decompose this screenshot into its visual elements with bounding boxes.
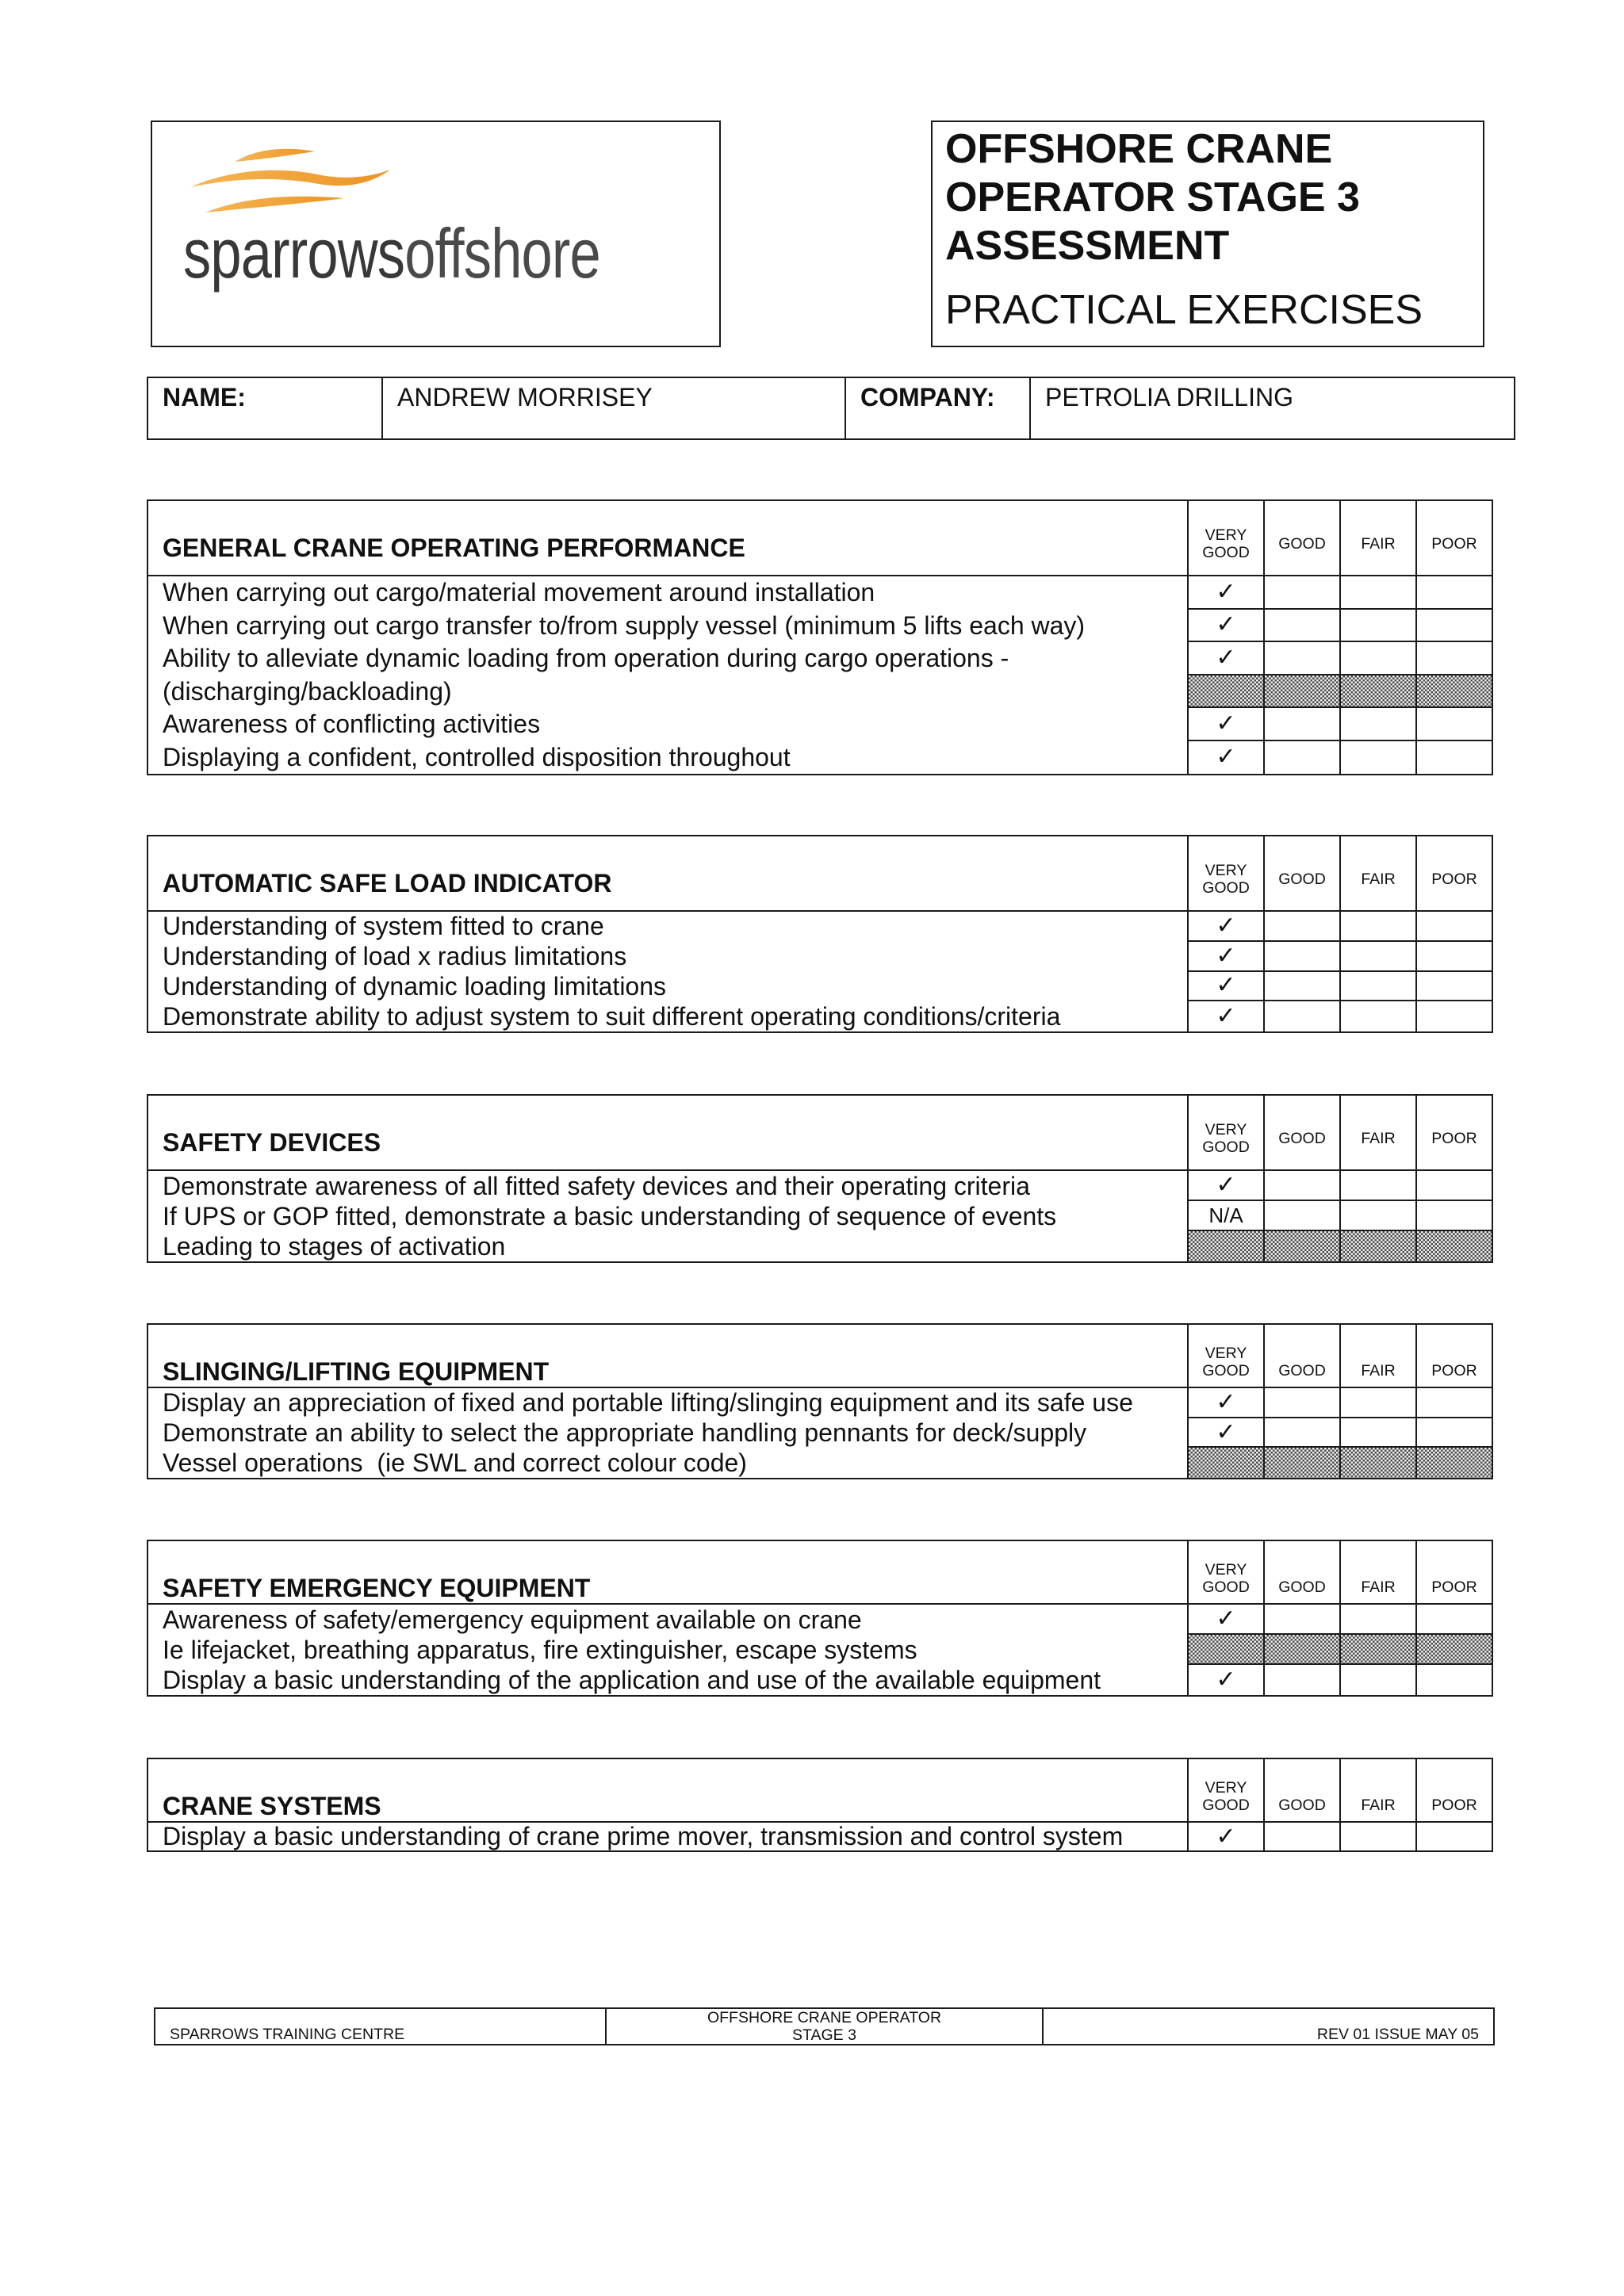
rating-very-good-cell — [1187, 642, 1263, 675]
rating-fair-cell — [1339, 1201, 1415, 1231]
rating-header-label: POOR — [1431, 1362, 1477, 1380]
rating-good-cell — [1263, 1448, 1339, 1478]
rating-header-label: GOOD — [1278, 870, 1326, 888]
criterion-text: Demonstrate awareness of all fitted safety devices and their operating criteria — [163, 1171, 1030, 1200]
rating-header-very-good — [1187, 501, 1263, 575]
rating-very-good-cell — [1187, 1171, 1263, 1201]
rating-header-label: VERY GOOD — [1202, 1561, 1250, 1596]
section-title: GENERAL CRANE OPERATING PERFORMANCE — [163, 534, 745, 562]
rating-header-label: GOOD — [1278, 1129, 1326, 1147]
criterion-text: Ability to alleviate dynamic loading from operation during cargo operations - — [163, 644, 1009, 673]
check-mark-icon: ✓ — [1216, 709, 1236, 737]
section-general-crane-operating-performance — [147, 499, 1493, 775]
criterion-row-shaded — [148, 675, 1492, 709]
criterion-row-shaded — [148, 1448, 1492, 1478]
rating-good-cell — [1263, 912, 1339, 942]
rating-header-very-good — [1187, 1759, 1263, 1821]
rating-header-label: POOR — [1431, 870, 1477, 888]
rating-poor-cell — [1415, 972, 1492, 1002]
rating-header-label: POOR — [1431, 534, 1477, 553]
criterion-row — [148, 1418, 1492, 1448]
rating-header-very-good — [1187, 1096, 1263, 1169]
rating-poor-cell — [1415, 1231, 1492, 1261]
check-mark-icon: ✓ — [1216, 643, 1236, 672]
rating-very-good-cell — [1187, 576, 1263, 610]
rating-fair-cell — [1339, 912, 1415, 942]
rating-very-good-cell — [1187, 1635, 1263, 1665]
rating-poor-cell — [1415, 942, 1492, 972]
criterion-row — [148, 1665, 1492, 1695]
criterion-row — [148, 708, 1492, 741]
rating-header-label: FAIR — [1361, 534, 1396, 553]
rating-very-good-cell — [1187, 912, 1263, 942]
criterion-row — [148, 1001, 1492, 1031]
rating-poor-cell — [1415, 1171, 1492, 1201]
document-title-box — [931, 121, 1484, 347]
criterion-row-shaded — [148, 1635, 1492, 1665]
rating-header-label: GOOD — [1278, 1797, 1326, 1814]
rating-good-cell — [1263, 675, 1339, 709]
logo-wave-top — [235, 149, 315, 162]
rating-header-poor — [1415, 1096, 1492, 1169]
criterion-text: Vessel operations (ie SWL and correct colour code) — [163, 1448, 747, 1477]
rating-poor-cell — [1415, 642, 1492, 675]
criterion-text: Understanding of system fitted to crane — [163, 912, 604, 941]
rating-header-fair — [1339, 836, 1415, 910]
rating-very-good-cell — [1187, 708, 1263, 741]
criterion-text: When carrying out cargo/material movement around installation — [163, 578, 875, 607]
footer-course-line-1: OFFSHORE CRANE OPERATOR — [707, 2009, 942, 2026]
rating-poor-cell — [1415, 1388, 1492, 1418]
rating-fair-cell — [1339, 942, 1415, 972]
section-header-row — [148, 1325, 1492, 1388]
rating-header-label: GOOD — [1278, 1578, 1326, 1596]
rating-fair-cell — [1339, 708, 1415, 741]
rating-header-label: GOOD — [1278, 1362, 1326, 1380]
rating-fair-cell — [1339, 576, 1415, 610]
rating-header-label: VERY GOOD — [1202, 1345, 1250, 1380]
rating-header-good — [1263, 1759, 1339, 1821]
rating-mark: N/A — [1208, 1203, 1243, 1227]
logo-word-sparrows: sparrows — [183, 214, 405, 293]
criterion-row — [148, 972, 1492, 1002]
company-label: COMPANY: — [845, 378, 1029, 438]
rating-very-good-cell — [1187, 942, 1263, 972]
rating-header-very-good — [1187, 836, 1263, 910]
rating-good-cell — [1263, 741, 1339, 775]
section-automatic-safe-load-indicator — [147, 835, 1493, 1033]
rating-very-good-cell — [1187, 972, 1263, 1002]
rating-very-good-cell — [1187, 1448, 1263, 1478]
criterion-text: Ie lifejacket, breathing apparatus, fire extinguisher, escape systems — [163, 1635, 917, 1664]
rating-header-good — [1263, 1541, 1339, 1603]
rating-header-fair — [1339, 1096, 1415, 1169]
rating-good-cell — [1263, 1418, 1339, 1448]
check-mark-icon: ✓ — [1216, 1171, 1236, 1199]
criterion-row — [148, 642, 1492, 675]
rating-header-poor — [1415, 501, 1492, 575]
rating-fair-cell — [1339, 642, 1415, 675]
rating-good-cell — [1263, 1665, 1339, 1695]
rating-header-label: POOR — [1431, 1578, 1477, 1596]
criterion-row — [148, 912, 1492, 942]
criterion-text: Display an appreciation of fixed and portable lifting/slinging equipment and its safe use — [163, 1388, 1133, 1418]
rating-good-cell — [1263, 1231, 1339, 1261]
rating-poor-cell — [1415, 1418, 1492, 1448]
criterion-text: Demonstrate an ability to select the appropriate handling pennants for deck/supply — [163, 1418, 1087, 1447]
rating-header-fair — [1339, 1759, 1415, 1821]
rating-poor-cell — [1415, 1823, 1492, 1850]
rating-good-cell — [1263, 576, 1339, 610]
criterion-text: Displaying a confident, controlled disposition throughout — [163, 742, 791, 771]
rating-good-cell — [1263, 610, 1339, 643]
document-subtitle: PRACTICAL EXERCISES — [945, 287, 1423, 333]
section-title: SLINGING/LIFTING EQUIPMENT — [163, 1357, 550, 1386]
criterion-text: Understanding of load x radius limitations — [163, 942, 627, 971]
rating-poor-cell — [1415, 708, 1492, 741]
rating-good-cell — [1263, 1388, 1339, 1418]
rating-poor-cell — [1415, 576, 1492, 610]
logo-wave-bottom — [205, 197, 344, 212]
rating-very-good-cell — [1187, 610, 1263, 643]
check-mark-icon: ✓ — [1216, 743, 1236, 771]
section-title: SAFETY EMERGENCY EQUIPMENT — [163, 1574, 591, 1602]
criterion-text: Understanding of dynamic loading limitations — [163, 971, 667, 1001]
footer-revision: REV 01 ISSUE MAY 05 — [1042, 2009, 1493, 2044]
criterion-text: Display a basic understanding of crane prime mover, transmission and control system — [163, 1823, 1124, 1850]
rating-poor-cell — [1415, 741, 1492, 775]
rating-fair-cell — [1339, 1418, 1415, 1448]
rating-very-good-cell — [1187, 1201, 1263, 1231]
rating-header-very-good — [1187, 1325, 1263, 1387]
criterion-row-shaded — [148, 1231, 1492, 1261]
rating-poor-cell — [1415, 610, 1492, 643]
rating-fair-cell — [1339, 1171, 1415, 1201]
rating-header-label: FAIR — [1361, 1797, 1396, 1814]
rating-fair-cell — [1339, 1448, 1415, 1478]
rating-poor-cell — [1415, 1001, 1492, 1031]
title-line-2: OPERATOR STAGE 3 — [945, 174, 1360, 220]
rating-very-good-cell — [1187, 1418, 1263, 1448]
rating-good-cell — [1263, 1635, 1339, 1665]
logo-wordmark — [183, 214, 600, 293]
candidate-name: ANDREW MORRISEY — [381, 378, 845, 438]
rating-good-cell — [1263, 708, 1339, 741]
criterion-text: Display a basic understanding of the application and use of the available equipment — [163, 1665, 1101, 1694]
rating-header-label: FAIR — [1361, 1362, 1396, 1380]
section-header-row — [148, 836, 1492, 912]
criterion-row — [148, 1823, 1492, 1850]
rating-header-poor — [1415, 1325, 1492, 1387]
rating-poor-cell — [1415, 1201, 1492, 1231]
candidate-info-bar — [147, 377, 1515, 440]
section-header-row — [148, 1759, 1492, 1823]
criterion-text: When carrying out cargo transfer to/from supply vessel (minimum 5 lifts each way) — [163, 610, 1086, 640]
footer-course-line-2: STAGE 3 — [792, 2026, 856, 2044]
page-footer — [154, 2007, 1495, 2045]
rating-fair-cell — [1339, 1001, 1415, 1031]
logo-word-offshore: offshore — [404, 214, 600, 293]
rating-header-fair — [1339, 1541, 1415, 1603]
rating-header-label: POOR — [1431, 1797, 1477, 1814]
rating-header-poor — [1415, 1759, 1492, 1821]
rating-fair-cell — [1339, 1605, 1415, 1635]
section-title: SAFETY DEVICES — [163, 1128, 381, 1157]
rating-poor-cell — [1415, 1665, 1492, 1695]
rating-fair-cell — [1339, 1388, 1415, 1418]
criterion-row — [148, 576, 1492, 610]
rating-header-good — [1263, 501, 1339, 575]
rating-fair-cell — [1339, 972, 1415, 1002]
check-mark-icon: ✓ — [1216, 941, 1236, 970]
rating-very-good-cell — [1187, 1823, 1263, 1850]
rating-very-good-cell — [1187, 741, 1263, 775]
rating-good-cell — [1263, 1001, 1339, 1031]
rating-good-cell — [1263, 972, 1339, 1002]
criterion-text: Awareness of safety/emergency equipment available on crane — [163, 1605, 862, 1634]
check-mark-icon: ✓ — [1216, 577, 1236, 606]
company-name: PETROLIA DRILLING — [1029, 378, 1514, 438]
rating-good-cell — [1263, 1823, 1339, 1850]
rating-fair-cell — [1339, 610, 1415, 643]
check-mark-icon: ✓ — [1216, 1823, 1236, 1850]
check-mark-icon: ✓ — [1216, 912, 1236, 939]
criterion-row — [148, 1171, 1492, 1201]
title-line-1: OFFSHORE CRANE — [945, 126, 1333, 172]
rating-header-label: GOOD — [1278, 534, 1326, 553]
rating-poor-cell — [1415, 912, 1492, 942]
check-mark-icon: ✓ — [1216, 610, 1236, 639]
rating-very-good-cell — [1187, 1001, 1263, 1031]
rating-fair-cell — [1339, 741, 1415, 775]
rating-header-label: VERY GOOD — [1202, 526, 1250, 561]
rating-good-cell — [1263, 642, 1339, 675]
check-mark-icon: ✓ — [1216, 1388, 1236, 1416]
check-mark-icon: ✓ — [1216, 1605, 1236, 1632]
criterion-row — [148, 1605, 1492, 1635]
section-title: CRANE SYSTEMS — [163, 1792, 381, 1820]
footer-organisation: SPARROWS TRAINING CENTRE — [170, 2026, 405, 2043]
rating-good-cell — [1263, 942, 1339, 972]
rating-very-good-cell — [1187, 1231, 1263, 1261]
rating-fair-cell — [1339, 1665, 1415, 1695]
section-header-row — [148, 1096, 1492, 1171]
rating-header-good — [1263, 1096, 1339, 1169]
rating-poor-cell — [1415, 675, 1492, 709]
check-mark-icon: ✓ — [1216, 1002, 1236, 1031]
rating-fair-cell — [1339, 1635, 1415, 1665]
rating-good-cell — [1263, 1201, 1339, 1231]
rating-header-label: VERY GOOD — [1202, 1779, 1250, 1814]
criterion-row — [148, 741, 1492, 775]
name-label: NAME: — [163, 383, 246, 411]
rating-header-label: FAIR — [1361, 870, 1396, 888]
rating-header-label: VERY GOOD — [1202, 861, 1250, 897]
criterion-row — [148, 1201, 1492, 1231]
section-title: AUTOMATIC SAFE LOAD INDICATOR — [163, 869, 612, 897]
criterion-text: If UPS or GOP fitted, demonstrate a basic understanding of sequence of events — [163, 1201, 1057, 1230]
rating-good-cell — [1263, 1171, 1339, 1201]
criterion-row — [148, 1388, 1492, 1418]
rating-poor-cell — [1415, 1605, 1492, 1635]
title-line-3: ASSESSMENT — [945, 223, 1230, 269]
criterion-text: (discharging/backloading) — [163, 676, 452, 706]
rating-header-label: POOR — [1431, 1129, 1477, 1147]
rating-fair-cell — [1339, 1823, 1415, 1850]
criterion-text: Awareness of conflicting activities — [163, 710, 541, 739]
logo-wave-middle — [190, 170, 390, 187]
section-safety-devices — [147, 1094, 1493, 1263]
rating-very-good-cell — [1187, 1605, 1263, 1635]
rating-header-fair — [1339, 1325, 1415, 1387]
section-slinging-lifting-equipment — [147, 1323, 1493, 1479]
criterion-row — [148, 942, 1492, 972]
footer-course — [605, 2009, 1042, 2044]
rating-very-good-cell — [1187, 1388, 1263, 1418]
rating-header-label: VERY GOOD — [1202, 1120, 1250, 1156]
criterion-text: Leading to stages of activation — [163, 1231, 506, 1261]
criterion-row — [148, 610, 1492, 643]
rating-very-good-cell — [1187, 675, 1263, 709]
rating-header-poor — [1415, 836, 1492, 910]
rating-good-cell — [1263, 1605, 1339, 1635]
rating-header-fair — [1339, 501, 1415, 575]
rating-poor-cell — [1415, 1448, 1492, 1478]
section-safety-emergency-equipment — [147, 1540, 1493, 1697]
rating-fair-cell — [1339, 1231, 1415, 1261]
rating-header-very-good — [1187, 1541, 1263, 1603]
logo-box — [151, 121, 721, 347]
section-header-row — [148, 1541, 1492, 1605]
rating-header-poor — [1415, 1541, 1492, 1603]
rating-header-good — [1263, 1325, 1339, 1387]
section-header-row — [148, 501, 1492, 576]
rating-poor-cell — [1415, 1635, 1492, 1665]
check-mark-icon: ✓ — [1216, 971, 1236, 1000]
check-mark-icon: ✓ — [1216, 1666, 1236, 1693]
rating-header-good — [1263, 836, 1339, 910]
section-crane-systems — [147, 1758, 1493, 1852]
rating-header-label: FAIR — [1361, 1578, 1396, 1596]
criterion-text: Demonstrate ability to adjust system to suit different operating conditions/criteria — [163, 1001, 1061, 1031]
check-mark-icon: ✓ — [1216, 1418, 1236, 1446]
sparrows-logo-swoosh-icon — [182, 143, 404, 222]
rating-header-label: FAIR — [1361, 1129, 1396, 1147]
rating-fair-cell — [1339, 675, 1415, 709]
rating-very-good-cell — [1187, 1665, 1263, 1695]
